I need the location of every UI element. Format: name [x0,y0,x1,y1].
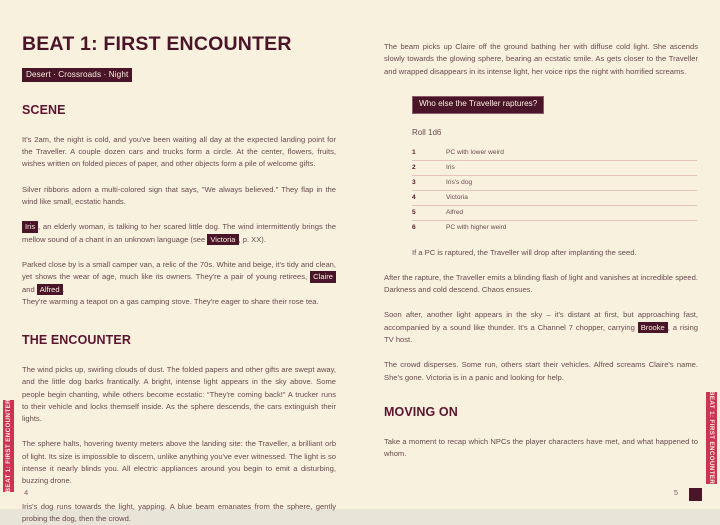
paragraph-text: , p. XX). [238,234,266,244]
npc-chip-iris[interactable]: Iris [22,221,38,233]
paragraph-text: Parked close by is a small camper van, a relic of the 70s. White and beige, it's tidy and clean, yet shows the wear of age, much like its owners. They're a pair of young retirees, [22,259,336,282]
roll-result: PC with lower weird [446,146,697,161]
roll-result: PC with higher weird [446,224,507,232]
table-row [412,190,697,205]
left-page [0,0,360,523]
roll-number: 5 [412,205,446,220]
page-number-right: 5 [673,488,678,497]
paragraph-text: They're warming a teapot on a gas camping stove. They're eager to share their rose tea. [22,296,319,306]
paragraph: Take a moment to recap which NPCs the player characters have met, and what happened to whom. [384,436,698,459]
roll-number: 3 [412,175,446,190]
roll-number: 1 [412,146,446,161]
roll-number: 2 [412,160,446,175]
paragraph-text: and [22,284,37,294]
paragraph: Silver ribbons adorn a multi-colored sign that says, "We always believed." They flap in the wind like small, ecstatic hands. [22,184,336,207]
table-row [412,205,697,220]
paragraph-iris [22,221,336,246]
table-row [412,175,697,190]
npc-chip-brooke[interactable]: Brooke [638,322,668,334]
paragraph: The beam picks up Claire off the ground bathing her with diffuse cold light. She ascends slowly towards the glowing sphere, bearing an ecstatic smile. As gets closer to the Traveller and wrapped disappears in its intense light, her voice rips the night with horrified screams. [384,42,698,76]
paragraph-chopper [384,309,698,346]
roll-number: 4 [412,190,446,205]
roll-number: 6 [412,224,416,232]
side-tab-label: BEAT 1: FIRST ENCOUNTER [5,399,12,493]
paragraph: The crowd disperses. Some run, others start their vehicles. Alfred screams Claire's name. She's gone. Victoria is in a panic and looking for help. [384,360,698,382]
table-row [412,220,697,235]
side-tab-label: BEAT 1: FIRST ENCOUNTER [708,391,715,485]
npc-chip-alfred[interactable]: Alfred [37,284,63,296]
paragraph: Iris's dog runs towards the light, yapping. A blue beam emanates from the sphere, gently probing the dog, then the crowd. [22,501,336,523]
corner-marker [689,488,702,501]
paragraph-van [22,259,336,308]
section-heading-moving-on: MOVING ON [384,404,458,419]
paragraph-text: , a rising TV host. [384,322,698,345]
paragraph: The wind picks up, swirling clouds of dust. The folded papers and other gifts are swept away, and the little dog barks frantically. A bright, intense light appears in the sky above. Some people begin chanting, while others become ecstatic: “They're coming back!” A trucker runs to their vehicle and locks themself inside. As the sphere descends, the cars extinguish their lights. [22,364,336,424]
npc-chip-claire[interactable]: Claire [310,271,336,283]
paragraph: It's 2am, the night is cold, and you've been waiting all day at the expected landing point for the Traveller. A couple dozen cars and trucks form a circle. At the center, flowers, fruits, wishes written on folded pieces of paper, and other objects form a pile of welcome gifts. [22,134,336,169]
side-tab-right[interactable] [706,392,717,484]
callout-box: Who else the Traveller raptures? [412,96,544,114]
section-heading-scene: SCENE [22,103,66,118]
paragraph-text: , an elderly woman, is talking to her scared little dog. The wind intermittently brings the mellow sound of a chant in an unknown language (see [22,222,336,244]
npc-chip-victoria[interactable]: Victoria [207,234,238,246]
roll-label: Roll 1d6 [412,127,442,137]
section-heading-encounter: THE ENCOUNTER [22,333,131,348]
side-tab-left[interactable] [3,400,14,492]
right-page [360,0,720,509]
page-number-left: 4 [24,488,29,497]
roll-result: Victoria [446,190,697,205]
table-row [412,146,697,161]
roll-table [412,146,697,235]
table-note: If a PC is raptured, the Traveller will drop after implanting the seed. [412,247,637,257]
paragraph: The sphere halts, hovering twenty meters above the landing site: the Traveller, a brilliant orb of light. Its size is impossible to discern, unlike anything you've ever witnessed. The light is so intense it nearly blinds you. All electric appliances around you begin to emit a disturbing, buzzing drone. [22,439,336,486]
paragraph-text: . [62,284,65,294]
roll-result: Alfred [446,205,697,220]
table-row [412,160,697,175]
location-badge: Desert · Crossroads · Night [22,68,132,82]
roll-result: Iris [446,160,697,175]
paragraph: After the rapture, the Traveller emits a blinding flash of light and vanishes at incredible speed. Darkness and cold descend. Chaos ensues. [384,272,698,295]
page-title: BEAT 1: FIRST ENCOUNTER [22,33,292,55]
roll-result: Iris's dog [446,175,697,190]
paragraph-text: Soon after, another light appears in the sky – it's distant at first, but approaching fast, accompanied by a sound like thunder. It's a Channel 7 chopper, carrying [384,310,698,332]
